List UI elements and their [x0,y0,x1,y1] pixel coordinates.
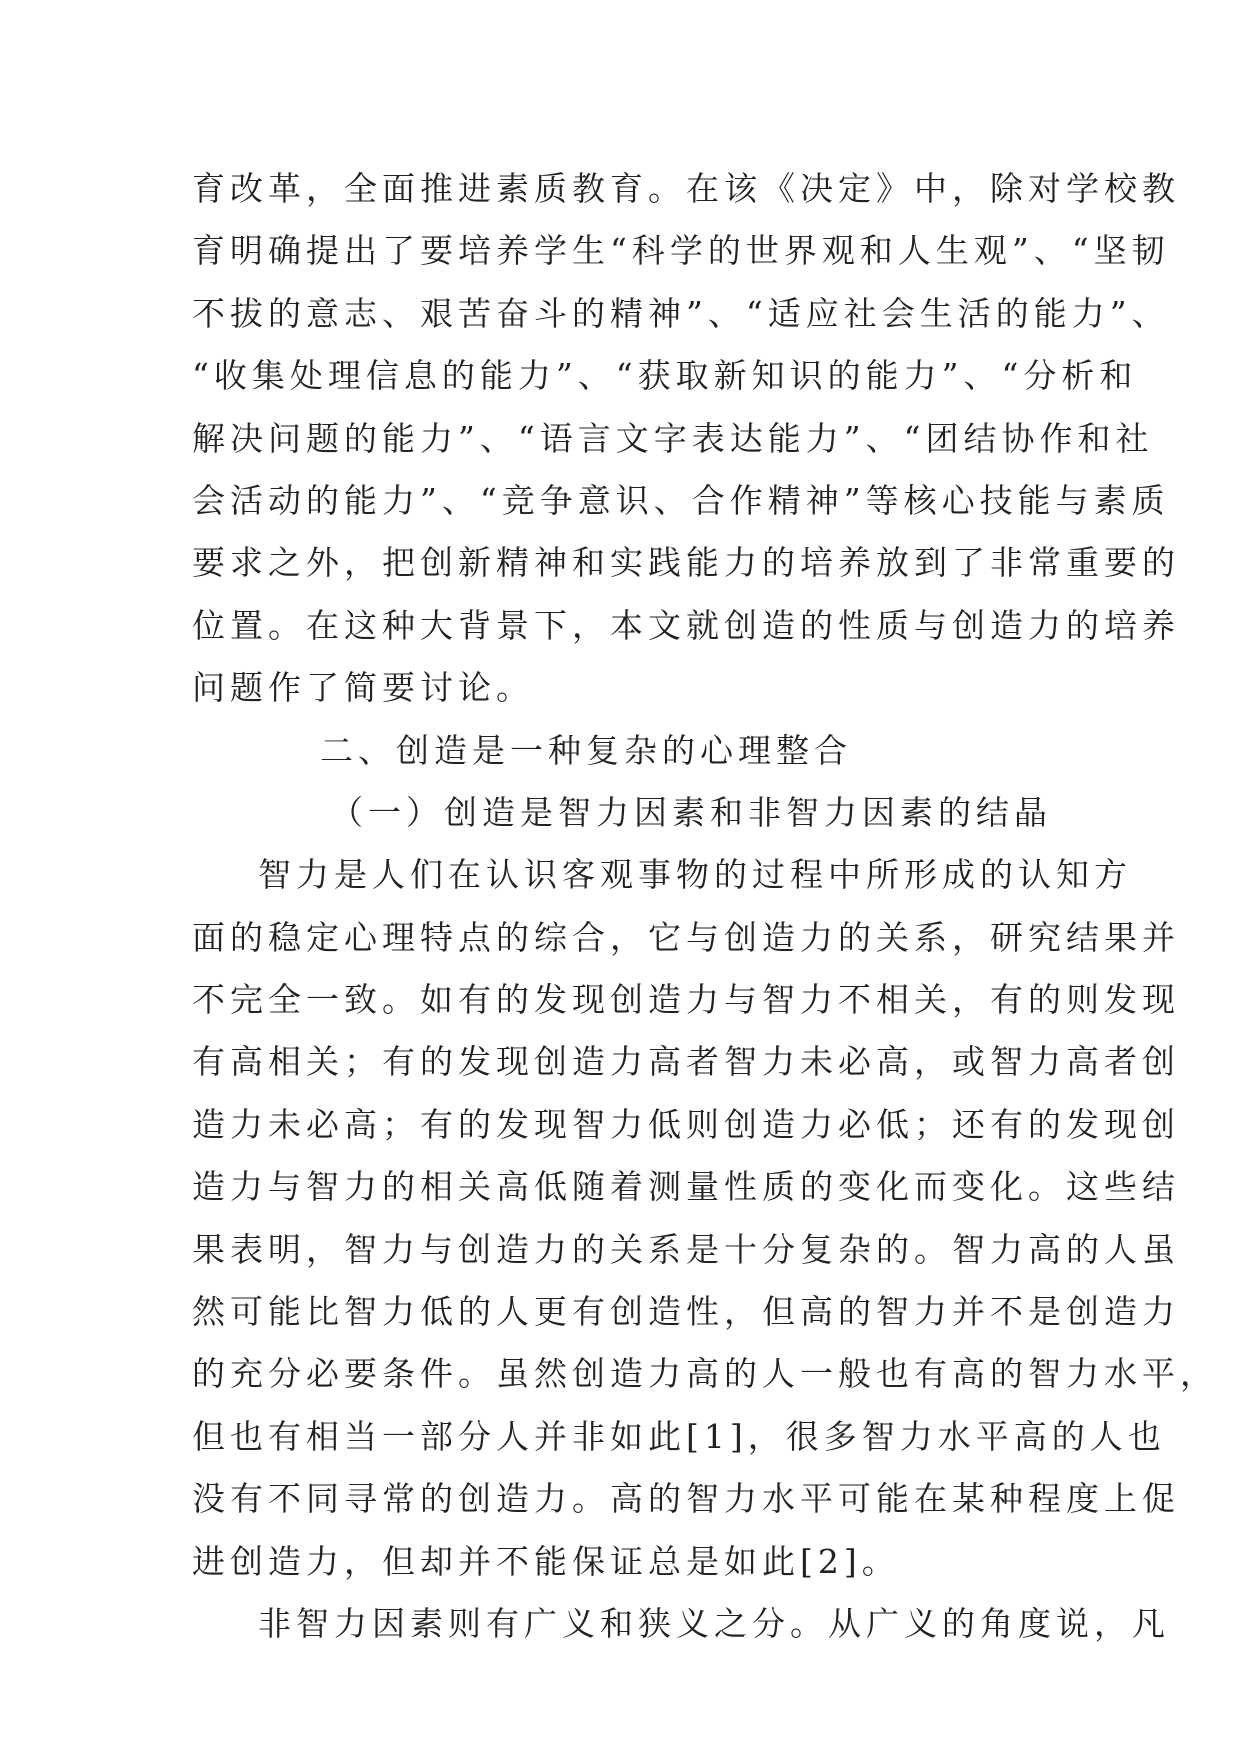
non-intelligence-paragraph [192,1593,1170,1655]
text-line: 不完全一致。如有的发现创造力与智力不相关，有的则发现 [192,980,1180,1020]
text-line: 有高相关；有的发现创造力高者智力未必高，或智力高者创 [192,1042,1180,1082]
text-line: 造力未必高；有的发现智力低则创造力必低；还有的发现创 [192,1104,1180,1144]
text-line: 育明确提出了要培养学生“科学的世界观和人生观”、“坚韧 [192,231,1170,271]
text-line: 然可能比智力低的人更有创造性，但高的智力并不是创造力 [192,1292,1180,1332]
intelligence-paragraph [192,844,1218,1593]
text-line: 果表明，智力与创造力的关系是十分复杂的。智力高的人虽 [192,1229,1180,1269]
text-line: 要求之外，把创新精神和实践能力的培养放到了非常重要的 [192,543,1180,583]
intro-paragraph [192,158,1180,720]
section-heading: 二、创造是一种复杂的心理整合 [320,730,852,770]
text-line: 育改革，全面推进素质教育。在该《决定》中，除对学校教 [192,169,1180,208]
text-line: 的充分必要条件。虽然创造力高的人一般也有高的智力水平， [192,1354,1218,1394]
subsection-heading: （一）创造是智力因素和非智力因素的结晶 [330,792,1052,832]
text-line: 智力是人们在认识客观事物的过程中所形成的认知方 [258,855,1132,895]
text-line: 位置。在这种大背景下，本文就创造的性质与创造力的培养 [192,605,1180,645]
text-line: 会活动的能力”、“竞争意识、合作精神”等核心技能与素质 [192,480,1170,520]
text-line: 非智力因素则有广义和狭义之分。从广义的角度说，凡 [258,1603,1170,1643]
text-line: 没有不同寻常的创造力。高的智力水平可能在某种程度上促 [192,1479,1180,1519]
text-line: “收集处理信息的能力”、“获取新知识的能力”、“分析和 [192,356,1138,396]
text-line: 面的稳定心理特点的综合，它与创造力的关系，研究结果并 [192,917,1180,957]
text-line: 进创造力，但却并不能保证总是如此[2]。 [192,1541,900,1581]
document-body [192,158,1218,1655]
text-line: 问题作了简要讨论。 [192,668,534,708]
text-line: 但也有相当一部分人并非如此[1]，很多智力水平高的人也 [192,1416,1166,1456]
text-line: 造力与智力的相关高低随着测量性质的变化而变化。这些结 [192,1167,1180,1207]
text-line: 解决问题的能力”、“语言文字表达能力”、“团结协作和社 [192,418,1154,458]
text-line: 不拔的意志、艰苦奋斗的精神”、“适应社会生活的能力”、 [192,293,1170,333]
